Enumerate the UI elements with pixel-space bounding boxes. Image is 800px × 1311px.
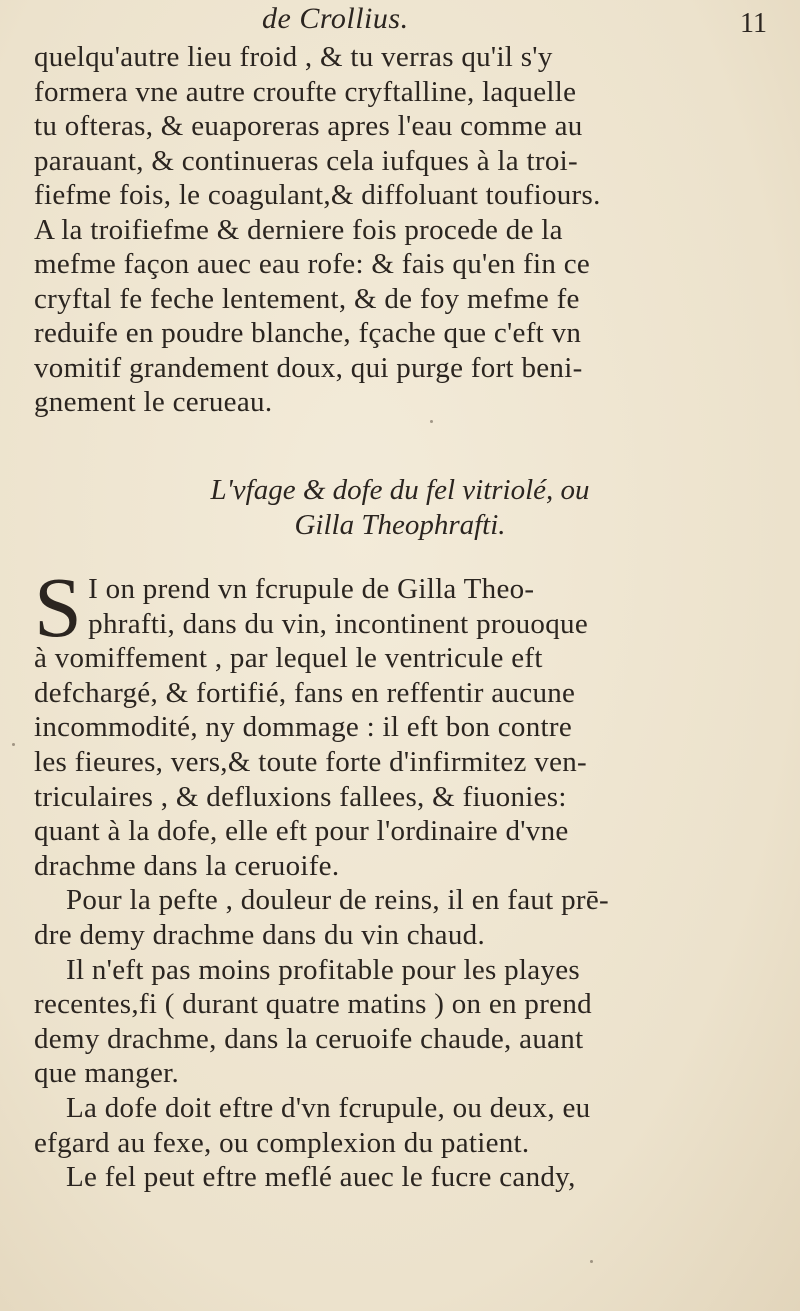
text-line: defchargé, & fortifié, fans en reffentir aucune: [34, 676, 576, 709]
text-line: drachme dans la ceruoife.: [34, 849, 340, 882]
text-line: recentes,fi ( durant quatre matins ) on en prend: [34, 988, 592, 1021]
section-heading-line-1: L'vfage & dofe du fel vitriolé, ou: [210, 474, 590, 506]
text-line: mefme façon auec eau rofe: & fais qu'en fin ce: [34, 248, 591, 280]
text-line: formera vne autre croufte cryftalline, laquelle: [34, 75, 577, 108]
body-text: [34, 559, 764, 1195]
text-line: I on prend vn fcrupule de Gilla Theo-: [88, 573, 535, 605]
text-line: les fieures, vers,& toute forte d'infirmitez ven-: [34, 745, 588, 778]
paragraph-2: [34, 559, 764, 883]
text-line: reduife en poudre blanche, fçache que c'eft vn: [34, 317, 582, 349]
text-line: Pour la pefte , douleur de reins, il en faut prē-: [66, 884, 609, 917]
text-line: triculaires , & defluxions fallees, & fiuonies:: [34, 780, 567, 813]
drop-cap: S: [34, 559, 83, 655]
text-line: A la troifiefme & derniere fois procede de la: [34, 213, 563, 246]
text-line: vomitif grandement doux, qui purge fort beni-: [34, 351, 583, 384]
text-line: La dofe doit eftre d'vn fcrupule, ou deux, eu: [66, 1091, 591, 1124]
text-line: parauant, & continueras cela iufques à la troi-: [34, 144, 578, 177]
paper-speck: [590, 1260, 593, 1263]
running-head: [0, 2, 800, 42]
text-line: gnement le cerueau.: [34, 386, 273, 418]
text-line: demy drachme, dans la ceruoife chaude, auant: [34, 1022, 584, 1055]
running-head-title: de Crollius.: [262, 2, 409, 35]
text-line: fiefme fois, le coagulant,& diffoluant toufiours.: [34, 179, 601, 211]
text-line: que manger.: [34, 1057, 180, 1090]
text-line: quelqu'autre lieu froid , & tu verras qu'il s'y: [34, 41, 553, 73]
text-line: à vomiffement , par lequel le ventricule eft: [34, 642, 543, 675]
text-line: tu ofteras, & euaporeras apres l'eau comme au: [34, 110, 583, 142]
section-heading-line-2: Gilla Theophrafti.: [294, 509, 506, 541]
paragraph-5: [34, 1091, 764, 1160]
paper-speck: [12, 743, 15, 746]
paragraph-3: [34, 883, 764, 952]
paragraph-1: [34, 40, 764, 420]
text-line: quant à la dofe, elle eft pour l'ordinaire d'vne: [34, 815, 569, 848]
paper-speck: [430, 420, 433, 423]
page-number: 11: [740, 8, 767, 39]
text-line: dre demy drachme dans du vin chaud.: [34, 918, 485, 951]
text-line: incommodité, ny dommage : il eft bon contre: [34, 711, 573, 744]
paragraph-6: [34, 1160, 764, 1195]
text-line: phrafti, dans du vin, incontinent prouoque: [88, 607, 589, 640]
text-line: efgard au fexe, ou complexion du patient.: [34, 1126, 530, 1159]
paragraph-4: [34, 953, 764, 1091]
text-line: Le fel peut eftre meflé auec le fucre candy,: [66, 1161, 576, 1194]
text-line: Il n'eft pas moins profitable pour les playes: [66, 953, 581, 986]
text-line: cryftal fe feche lentement, & de foy mefme fe: [34, 282, 580, 315]
